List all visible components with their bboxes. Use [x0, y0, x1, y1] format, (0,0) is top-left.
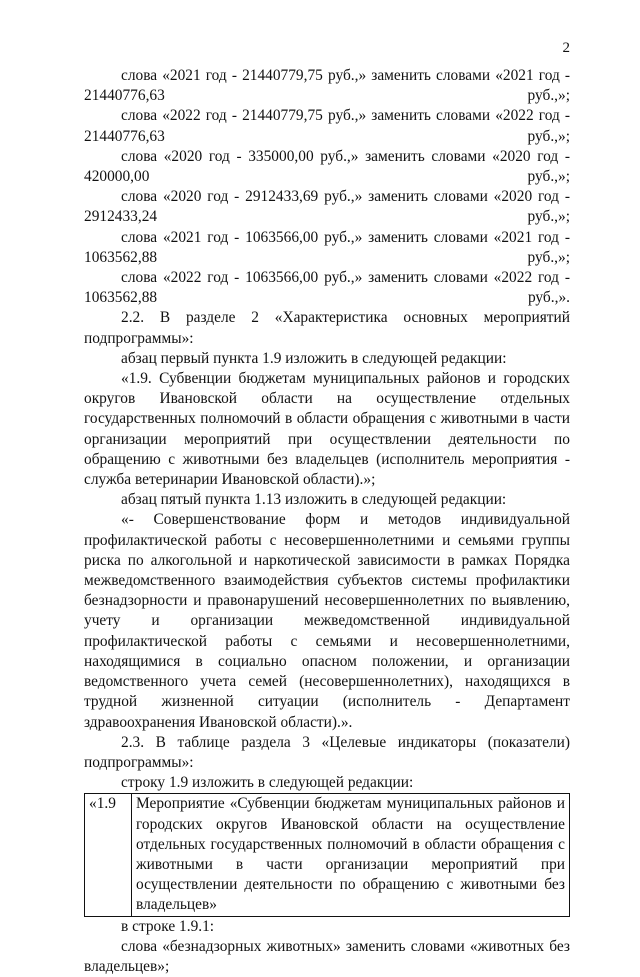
page-number: 2	[562, 40, 570, 56]
indicator-table	[84, 793, 570, 916]
table-cell-text: Мероприятие «Субвенции бюджетам муниципальных районов и городских округов Ивановской области на осуществление отдельных государственных полномочий в области обращения с животными в части организации мероприятий при осуществлении деятельности по обращению с животными без владельцев»	[132, 794, 570, 916]
paragraph-item-1-13-intro: абзац пятый пункта 1.13 изложить в следующей редакции:	[121, 491, 507, 509]
paragraph-item-1-9-intro: абзац первый пункта 1.9 изложить в следующей редакции:	[121, 349, 507, 367]
paragraph-replace-2020-a: слова «2020 год - 335000,00 руб.,» заменить словами «2020 год - 420000,00 руб.,»;	[84, 147, 570, 186]
paragraph-item-1-9-text: «1.9. Субвенции бюджетам муниципальных районов и городских округов Ивановской области на осуществление отдельных государственных полномочий в области обращения с животными в части организации мероприятий при осуществлении деятельности по обращению с животными без владельцев (исполнитель мероприятия - служба ветеринарии Ивановской области).»;	[84, 370, 570, 489]
paragraph-replace-2022-b: слова «2022 год - 1063566,00 руб.,» заменить словами «2022 год - 1063562,88 руб.,».	[84, 269, 570, 307]
table-cell-number: «1.9	[85, 794, 132, 916]
paragraph-item-1-13-text: «- Совершенствование форм и методов индивидуальной профилактической работы с несовершеннолетними и семьями группы риска по алкогольной и наркотической зависимости в рамках Порядка межведомственного взаимодействия субъектов системы профилактики безнадзорности и правонарушений несовершеннолетних по выявлению, учету и организации межведомственной индивидуальной профилактической работы с семьями и несовершеннолетними, находящимися в социально опасном положении, и организации ведомственного учета семей (несовершеннолетних), находящихся в трудной жизненной ситуации (исполнитель - Департамент здравоохранения Ивановской области).».	[84, 511, 570, 731]
paragraph-replace-2021: слова «2021 год - 21440779,75 руб.,» заменить словами «2021 год - 21440776,63 руб.,»;	[84, 67, 570, 105]
paragraph-section-2-2: 2.2. В разделе 2 «Характеристика основных мероприятий подпрограммы»:	[84, 309, 570, 347]
table-row	[85, 794, 570, 916]
paragraph-replace-2020-b: слова «2020 год - 2912433,69 руб.,» заменить словами «2020 год - 2912433,24 руб.,»;	[84, 188, 570, 226]
paragraph-replace-2022: слова «2022 год - 21440779,75 руб.,» заменить словами «2022 год - 21440776,63 руб.,»;	[84, 107, 570, 145]
paragraph-section-2-3: 2.3. В таблице раздела 3 «Целевые индикаторы (показатели) подпрограммы»:	[84, 733, 570, 771]
paragraph-row-1-9-1-intro: в строке 1.9.1:	[121, 917, 215, 935]
paragraph-row-1-9-1-text: слова «безнадзорных животных» заменить словами «животных без владельцев»;	[84, 937, 570, 975]
paragraph-row-1-9-intro: строку 1.9 изложить в следующей редакции:	[121, 774, 414, 792]
document-body	[84, 66, 570, 977]
paragraph-replace-2021-b: слова «2021 год - 1063566,00 руб.,» заменить словами «2021 год - 1063562,88 руб.,»;	[84, 228, 570, 266]
